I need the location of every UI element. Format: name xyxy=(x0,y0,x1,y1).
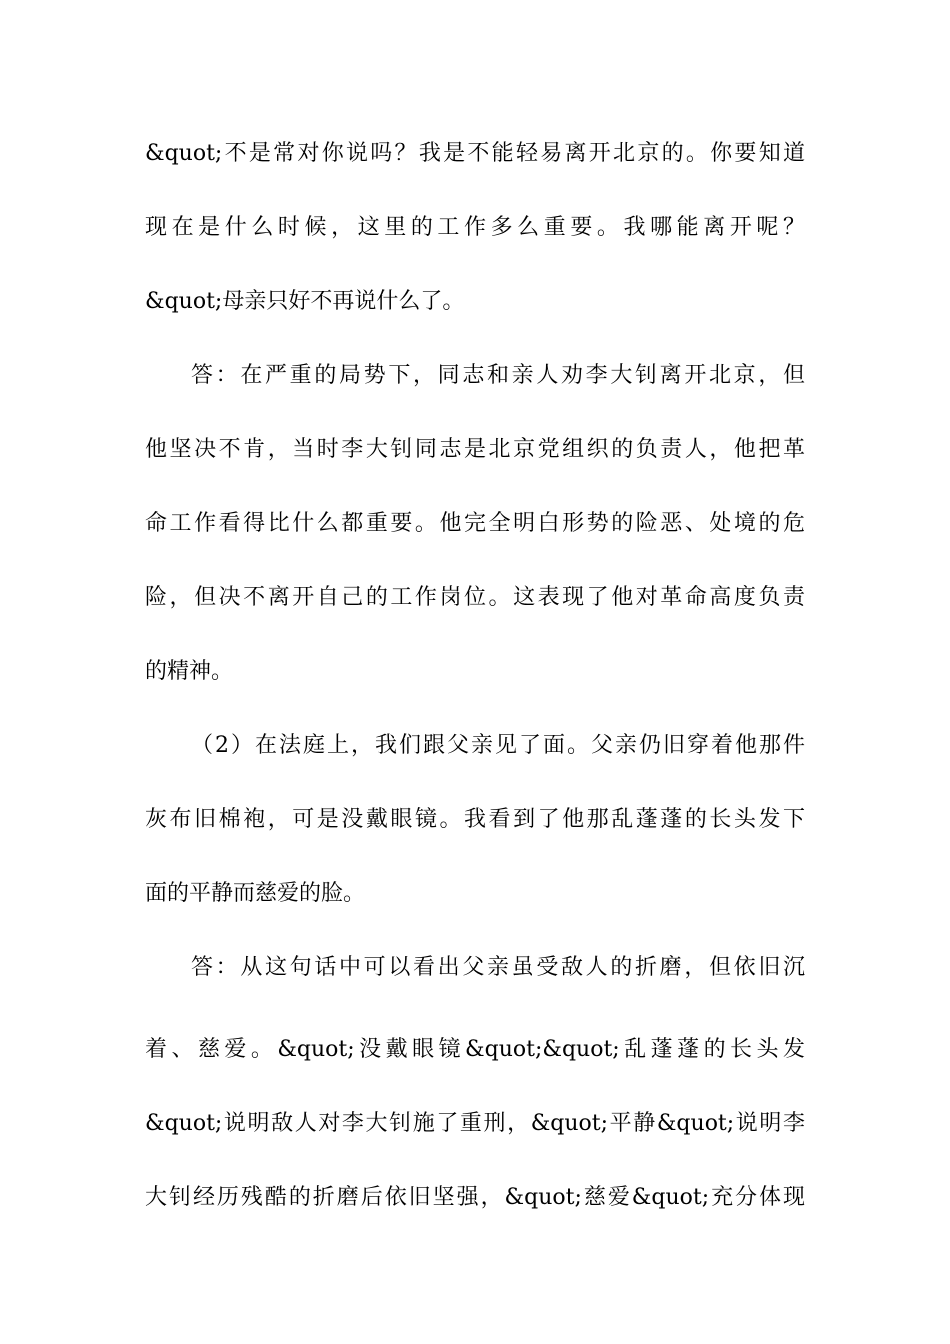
text-line: 险，但决不离开自己的工作岗位。这表现了他对革命高度负责 xyxy=(145,585,805,610)
text-line: 面的平静而慈爱的脸。 xyxy=(145,881,366,906)
text-line: 大钊经历残酷的折磨后依旧坚强，&quot;慈爱&quot;充分体现 xyxy=(145,1185,805,1210)
text-line: 他坚决不肯，当时李大钊同志是北京党组织的负责人，他把革 xyxy=(145,437,805,462)
text-line: 答：从这句话中可以看出父亲虽受敌人的折磨，但依旧沉 xyxy=(191,955,805,980)
text-line: 命工作看得比什么都重要。他完全明白形势的险恶、处境的危 xyxy=(145,511,805,536)
text-line: &quot;母亲只好不再说什么了。 xyxy=(145,289,465,314)
text-line: 的精神。 xyxy=(145,659,234,684)
text-line: &quot;不是常对你说吗？我是不能轻易离开北京的。你要知道 xyxy=(145,141,805,166)
text-line: 现在是什么时候，这里的工作多么重要。我哪能离开呢？ xyxy=(145,215,805,240)
text-line: （2）在法庭上，我们跟父亲见了面。父亲仍旧穿着他那件 xyxy=(191,733,805,758)
text-line: &quot;说明敌人对李大钊施了重刑，&quot;平静&quot;说明李 xyxy=(145,1111,805,1136)
text-line: 灰布旧棉袍，可是没戴眼镜。我看到了他那乱蓬蓬的长头发下 xyxy=(145,807,805,832)
text-line: 答：在严重的局势下，同志和亲人劝李大钊离开北京，但 xyxy=(191,363,805,388)
text-line: 着、慈爱。&quot;没戴眼镜&quot;&quot;乱蓬蓬的长头发 xyxy=(145,1037,805,1062)
